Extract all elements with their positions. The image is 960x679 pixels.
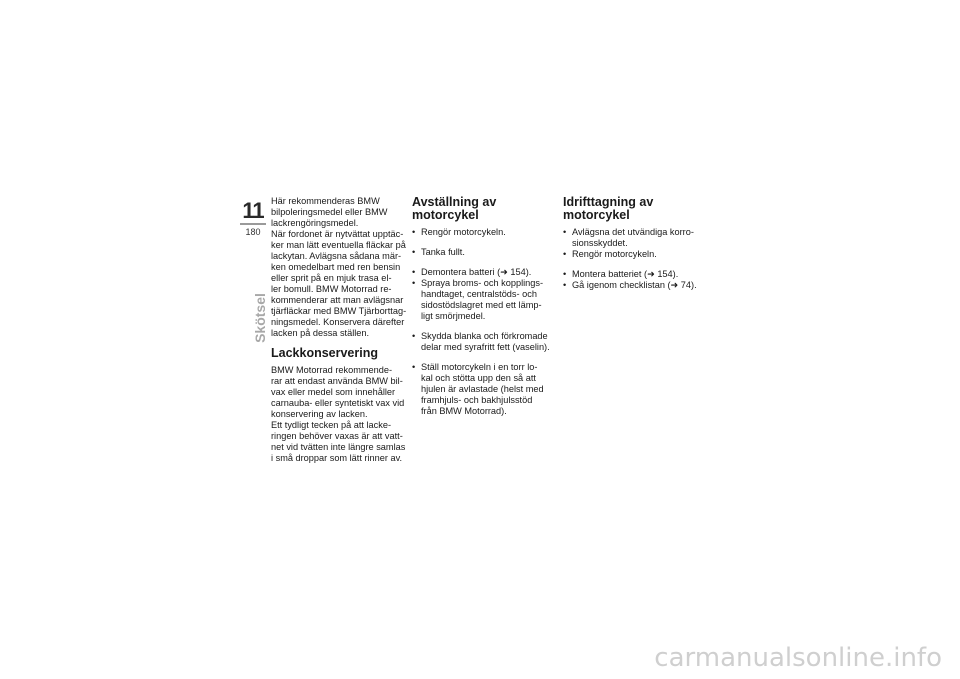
heading-idrifttagning: Idrifttagning av motorcykel (563, 195, 654, 222)
list-item: • Montera batteriet (➜ 154). (563, 269, 701, 280)
list-item: • Tanka fullt. (412, 247, 550, 258)
list-item: • Ställ motorcykeln i en torr lo- kal och stötta upp den så att hjulen är avlastade (helst med framhjuls- och bakhjulsstöd från BMW Motorrad). (412, 362, 550, 417)
list-item: • Rengör motorcykeln. (412, 227, 550, 238)
column-avstallning (412, 196, 550, 417)
list-item: • Skydda blanka och förkromade delar med syrafritt fett (vaselin). (412, 331, 550, 353)
intro-paragraph: Här rekommenderas BMW bilpoleringsmedel eller BMW lackrengöringsmedel. När fordonet är nytvättat upptäc- ker man lätt eventuella fläckar på lackytan. Avlägsna sådana mär- ken omedelbart med ren bensin eller sprit på en mjuk trasa el- ler bomull. BMW Motorrad re- kommenderar att man avlägsnar tjärfläckar med BMW Tjärborttag- ningsmedel. Konservera därefter lacken på dessa ställen. (271, 196, 407, 338)
watermark: carmanualsonline.info (654, 643, 942, 673)
page-number: 180 (245, 227, 261, 237)
chapter-divider (240, 223, 266, 225)
list-item: • Demontera batteri (➜ 154). (412, 267, 550, 278)
column-care-intro (271, 196, 409, 464)
list-item: • Rengör motorcykeln. (563, 249, 701, 260)
list-item: • Gå igenom checklistan (➜ 74). (563, 280, 701, 291)
list-item: • Avlägsna det utvändiga korro- sionsskyddet. (563, 227, 701, 249)
column-idrifttagning (563, 196, 701, 291)
idrifttagning-list (563, 227, 701, 291)
list-item: • Spraya broms- och kopplings- handtaget, centralstöds- och sidostödslagret med ett lämp- ligt smörjmedel. (412, 278, 550, 322)
section-tab: Skötsel (252, 293, 268, 343)
lackkonservering-paragraph: BMW Motorrad rekommende- rar att endast använda BMW bil- vax eller medel som innehåller carnauba- eller syntetiskt vax vid konservering av lacken. Ett tydligt tecken på att lacke- ringen behöver vaxas är att vatt- net vid tvätten inte längre samlas i små droppar som lätt rinner av. (271, 365, 406, 463)
chapter-number: 11 (242, 198, 264, 223)
heading-lackkonservering: Lackkonservering (271, 346, 378, 360)
avstallning-list (412, 227, 550, 417)
heading-avstallning: Avställning av motorcykel (412, 195, 497, 222)
